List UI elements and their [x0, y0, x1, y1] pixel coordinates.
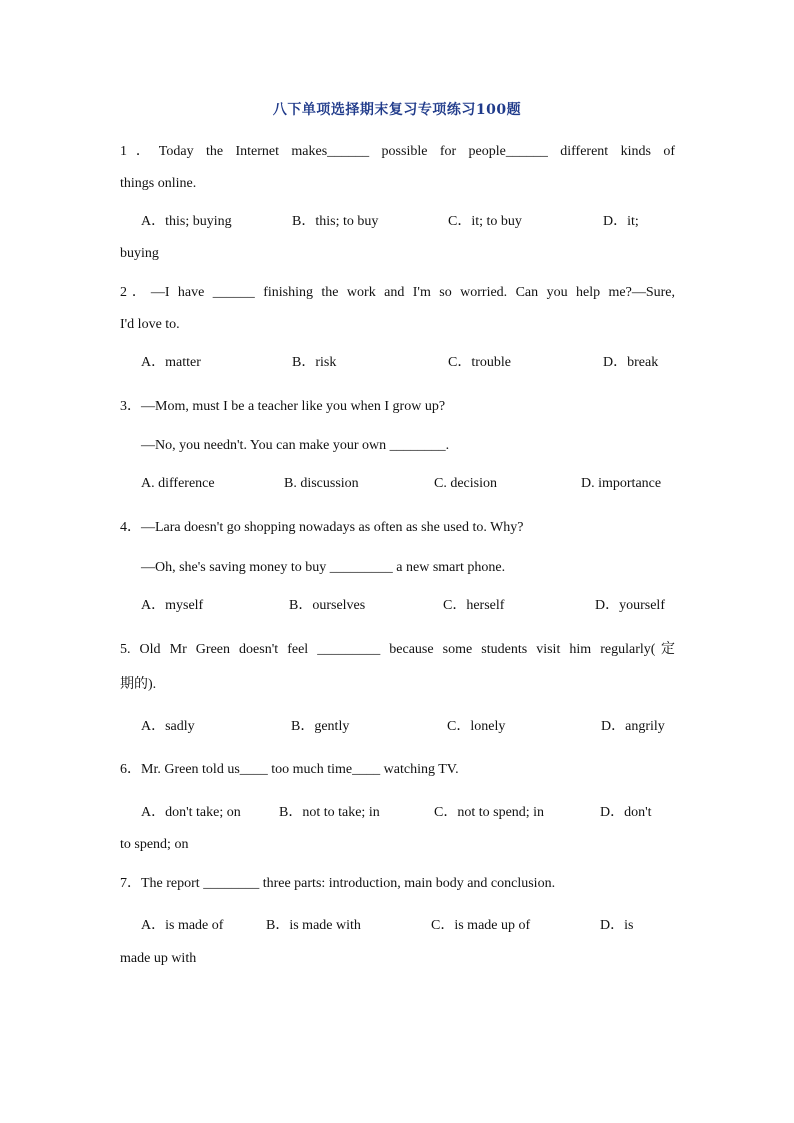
question-2-stem: 2．—I have ______ finishing the work and I'm so worried. Can you help me?—Sure, [120, 285, 675, 300]
question-1-option-a: A．this; buying [141, 214, 232, 229]
question-4-option-d: D．yourself [595, 598, 665, 613]
question-2-option-d: D．break [603, 355, 659, 370]
question-7-option-c: C．is made up of [431, 918, 531, 933]
question-4-stem: 4．—Lara doesn't go shopping nowadays as often as she used to. Why? [120, 520, 524, 535]
question-5-option-b: B．gently [291, 719, 350, 734]
question-7-option-d: D．is [600, 918, 634, 933]
question-5-stem: 5. Old Mr Green doesn't feel _________ because some students visit him regularly(定 [120, 642, 675, 657]
question-2-option-b: B．risk [292, 355, 337, 370]
question-5-option-c: C．lonely [447, 719, 506, 734]
question-2-option-c: C．trouble [448, 355, 511, 370]
question-2-stem-cont: I'd love to. [120, 317, 180, 332]
question-5-option-d: D．angrily [601, 719, 665, 734]
question-4-option-a: A．myself [141, 598, 204, 613]
question-1-option-d: D．it; [603, 214, 639, 229]
question-6-option-d: D．don't [600, 805, 652, 820]
question-7-stem: 7．The report ________ three parts: introduction, main body and conclusion. [120, 876, 556, 891]
question-6-option-b: B．not to take; in [279, 805, 380, 820]
question-4-option-c: C．herself [443, 598, 505, 613]
question-5-option-a: A．sadly [141, 719, 195, 734]
question-1-option-b: B．this; to buy [292, 214, 379, 229]
question-2-option-a: A．matter [141, 355, 201, 370]
question-4-stem-cont: —Oh, she's saving money to buy _________ a new smart phone. [141, 560, 506, 575]
question-5-stem-cont: 期的). [120, 677, 157, 692]
question-6-option-a: A．don't take; on [141, 805, 241, 820]
question-7-option-b: B．is made with [266, 918, 361, 933]
question-3-option-b: B. discussion [284, 476, 359, 491]
question-1-option-c: C．it; to buy [448, 214, 522, 229]
question-7-option-d-wrap: made up with [120, 951, 197, 966]
question-1-stem-cont: things online. [120, 176, 197, 191]
question-7-option-a: A．is made of [141, 918, 224, 933]
document-title: 八下单项选择期末复习专项练习100题 [272, 102, 522, 118]
question-3-stem: 3．—Mom, must I be a teacher like you when I grow up? [120, 399, 446, 414]
question-6-stem: 6．Mr. Green told us____ too much time____ watching TV. [120, 762, 459, 777]
question-1-stem: 1．Today the Internet makes______ possible for people______ different kinds of [120, 144, 675, 159]
question-4-option-b: B．ourselves [289, 598, 366, 613]
question-3-option-d: D. importance [581, 476, 662, 491]
question-3-stem-cont: —No, you needn't. You can make your own ________. [141, 438, 450, 453]
question-6-option-c: C．not to spend; in [434, 805, 545, 820]
question-1-option-d-wrap: buying [120, 246, 159, 261]
question-3-option-a: A. difference [141, 476, 215, 491]
question-3-option-c: C. decision [434, 476, 497, 491]
question-6-option-d-wrap: to spend; on [120, 837, 189, 852]
